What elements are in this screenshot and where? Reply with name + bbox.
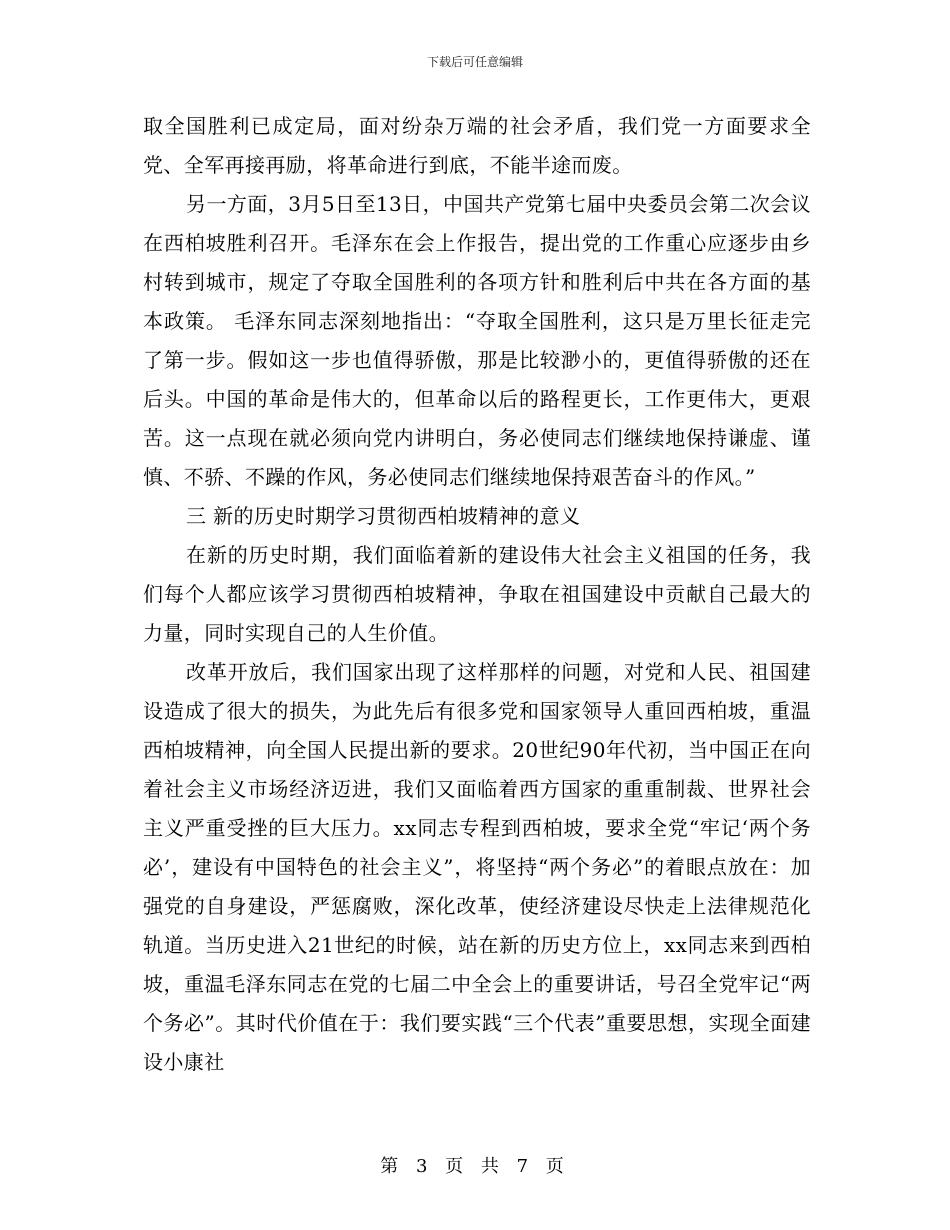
page-footer: 第 3 页 共 7 页 <box>380 1156 570 1177</box>
document-body <box>143 107 811 1082</box>
paragraph: 在新的历史时期，我们面临着新的建设伟大社会主义祖国的任务，我们每个人都应该学习贯彻西柏坡精神，争取在祖国建设中贡献自己最大的力量，同时实现自己的人生价值。 <box>143 543 811 645</box>
paragraph: 取全国胜利已成定局，面对纷杂万端的社会矛盾，我们党一方面要求全党、全军再接再励，将革命进行到底，不能半途而废。 <box>143 114 811 177</box>
paragraph: 改革开放后，我们国家出现了这样那样的问题，对党和人民、祖国建设造成了很大的损失，为此先后有很多党和国家领导人重回西柏坡，重温西柏坡精神，向全国人民提出新的要求。20世纪90年代初，当中国正在向着社会主义市场经济迈进，我们又面临着西方国家的重重制裁、世界社会主义严重受挫的巨大压力。xx同志专程到西柏坡，要求全党“牢记‘两个务必’，建设有中国特色的社会主义”，将坚持“两个务必”的着眼点放在：加强党的自身建设，严惩腐败，深化改革，使经济建设尽快走上法律规范化轨道。当历史进入21世纪的时候，站在新的历史方位上，xx同志来到西柏坡，重温毛泽东同志在党的七届二中全会上的重要讲话，号召全党牢记“两个务必”。其时代价值在于：我们要实践“三个代表”重要思想，实现全面建设小康社 <box>143 660 811 1074</box>
paragraph: 另一方面，3月5日至13日，中国共产党第七届中央委员会第二次会议在西柏坡胜利召开。毛泽东在会上作报告，提出党的工作重心应逐步由乡村转到城市，规定了夺取全国胜利的各项方针和胜利后中共在各方面的基本政策。 毛泽东同志深刻地指出：“夺取全国胜利，这只是万里长征走完了第一步。假如这一步也值得骄傲，那是比较渺小的，更值得骄傲的还在后头。中国的革命是伟大的，但革命以后的路程更长，工作更伟大，更艰苦。这一点现在就必须向党内讲明白，务必使同志们继续地保持谦虚、谨慎、不骄、不躁的作风，务必使同志们继续地保持艰苦奋斗的作风。” <box>143 192 811 489</box>
section-heading: 三 新的历史时期学习贯彻西柏坡精神的意义 <box>186 504 581 528</box>
page-header: 下载后可任意编辑 <box>426 55 523 69</box>
